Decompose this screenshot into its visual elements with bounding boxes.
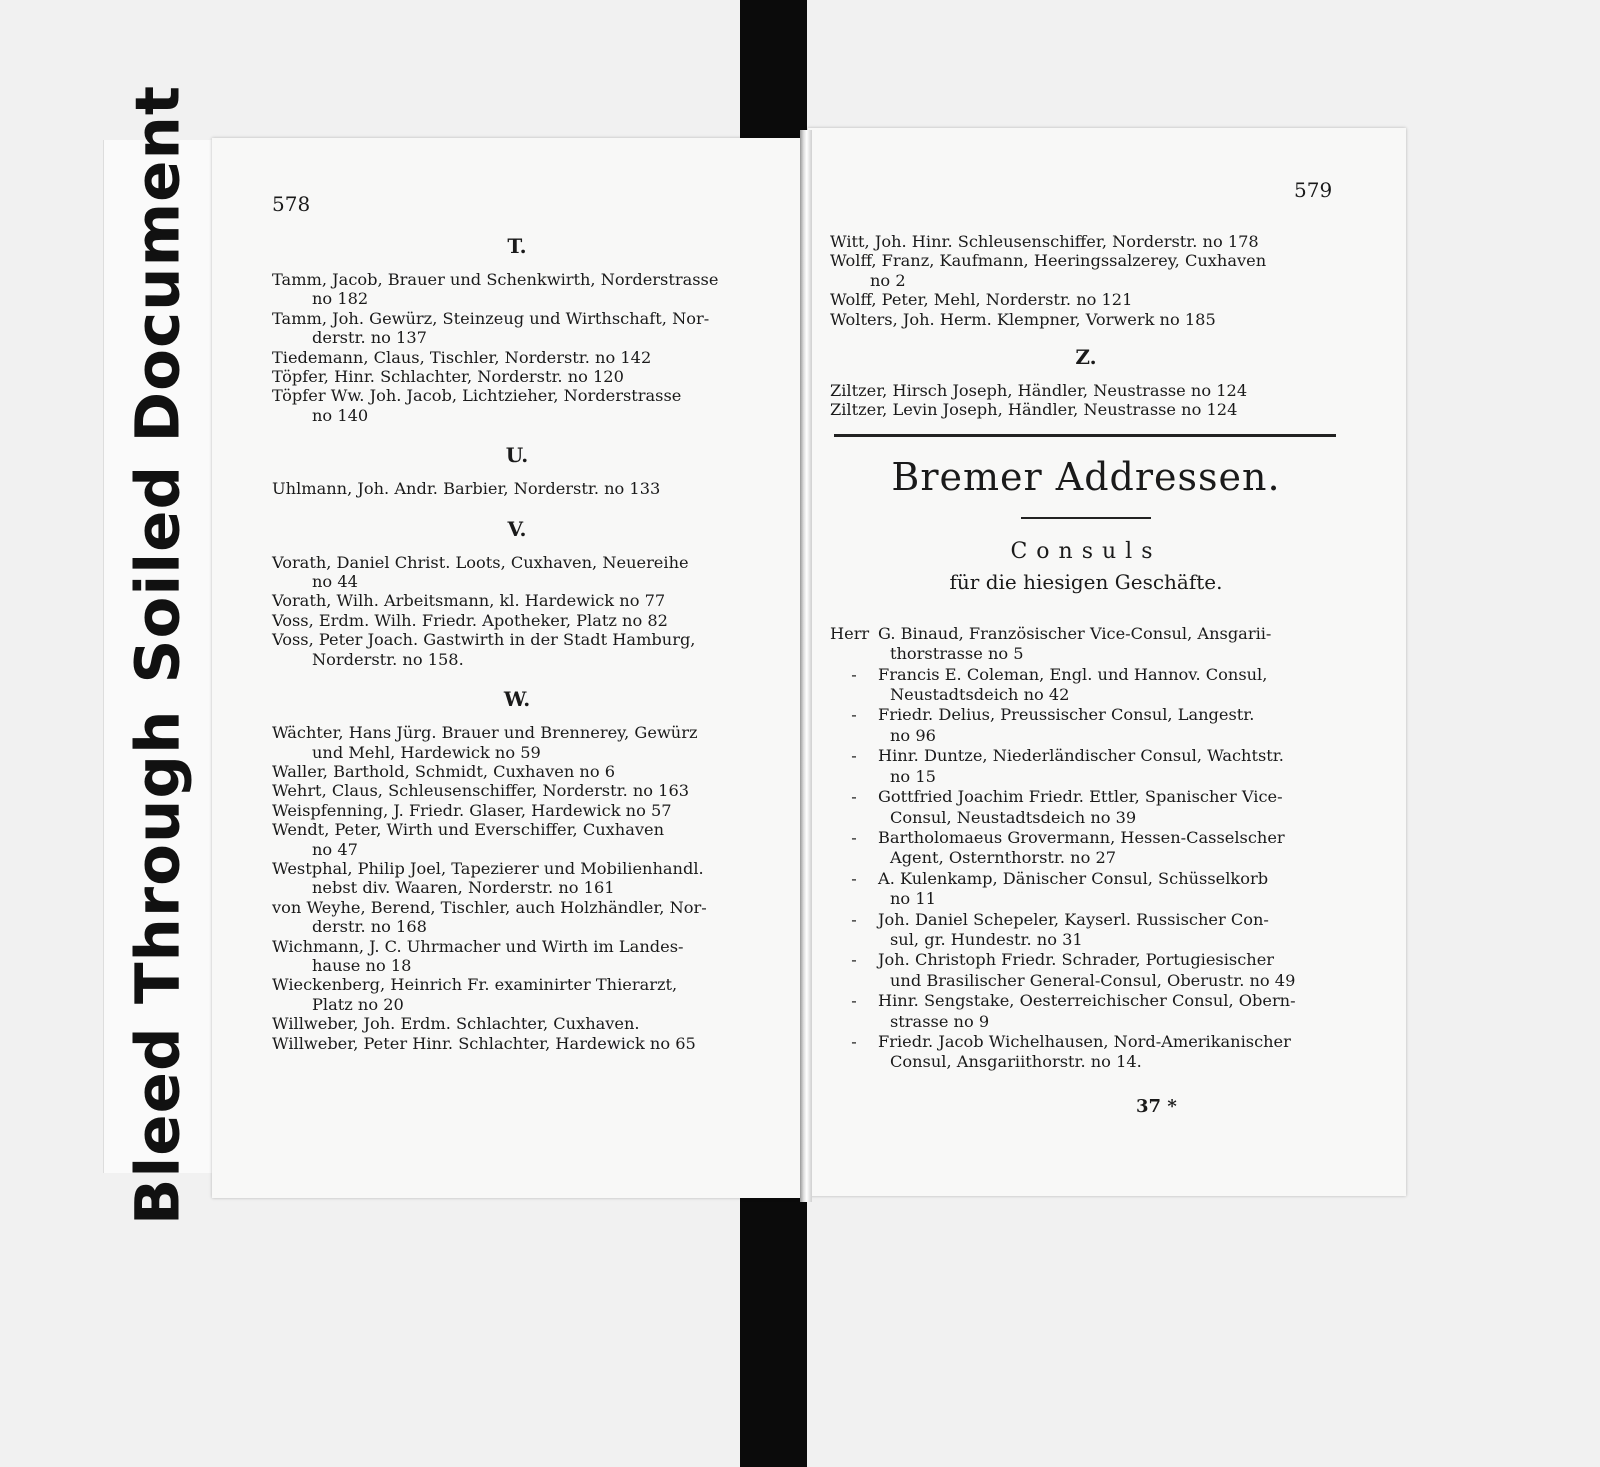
directory-entry [272,386,762,425]
directory-entry [272,781,762,800]
consul-line: Hinr. Duntze, Niederländischer Consul, Wachtstr. [878,746,1284,766]
directory-entry [272,367,762,386]
consuls-subtitle: für die hiesigen Geschäfte. [949,569,1223,594]
directory-entry [272,553,762,592]
consul-continuation: und Brasilischer General-Consul, Oberustr. no 49 [890,970,1296,990]
stamp-text-1: Bleed Through [122,709,194,1226]
stamp-text-2: Soiled Document [122,84,194,684]
left-page [212,138,804,1198]
consul-entry [830,991,1342,1032]
consul-line: A. Kulenkamp, Dänischer Consul, Schüsselkorb [878,868,1269,888]
directory-entry [272,630,762,669]
directory-entry [272,801,762,820]
consuls-heading: Consuls [1010,538,1162,564]
directory-entry [830,400,1342,419]
consul-entry [830,1032,1342,1073]
consul-entry [830,910,1342,951]
entry-line: Uhlmann, Joh. Andr. Barbier, Norderstr. no 133 [272,479,661,499]
directory-entry [272,762,762,781]
directory-entry [272,611,762,630]
consul-entry [830,705,1342,746]
consul-prefix: - [851,827,857,847]
consul-line: Hinr. Sengstake, Oesterreichischer Consul, Obern- [878,991,1296,1011]
entry-continuation: derstr. no 137 [312,328,427,348]
entry-line: Weispfenning, J. Friedr. Glaser, Hardewick no 57 [272,800,672,820]
consul-continuation: no 96 [890,725,936,745]
consul-continuation: thorstrasse no 5 [890,644,1024,664]
directory-entry [272,309,762,348]
bremer-addressen-title: Bremer Addressen. [891,454,1281,499]
consul-prefix: - [851,909,857,929]
entry-line: Tiedemann, Claus, Tischler, Norderstr. no 142 [272,347,652,367]
directory-entry [830,290,1342,309]
entry-line: Vorath, Daniel Christ. Loots, Cuxhaven, Neuereihe [272,552,689,572]
right-page-number: 579 [1294,178,1333,202]
directory-entry [272,348,762,367]
entry-line: Wehrt, Claus, Schleusenschiffer, Norderstr. no 163 [272,781,690,801]
directory-entry [272,975,762,1014]
section-letter: V. [507,516,527,541]
directory-entry [272,898,762,937]
entry-line: Vorath, Wilh. Arbeitsmann, kl. Hardewick no 77 [272,591,666,611]
entry-line: von Weyhe, Berend, Tischler, auch Holzhändler, Nor- [272,897,707,917]
consul-entry [830,869,1342,910]
consul-entry [830,950,1342,991]
directory-entry [272,723,762,762]
bottom-clip [740,1195,807,1467]
directory-entry [830,381,1342,400]
entry-line: Voss, Peter Joach. Gastwirth in der Stadt Hamburg, [272,630,696,650]
entry-line: Töpfer, Hinr. Schlachter, Norderstr. no 120 [272,367,624,387]
consul-entry [830,787,1342,828]
entry-line: Witt, Joh. Hinr. Schleusenschiffer, Norderstr. no 178 [830,232,1259,251]
consul-continuation: Agent, Osternthorstr. no 27 [890,848,1117,868]
consul-entry [830,665,1342,706]
consul-line: Joh. Christoph Friedr. Schrader, Portugiesischer [878,950,1275,970]
section-letter: W. [503,687,531,712]
entry-continuation: derstr. no 168 [312,917,427,937]
entry-line: Westphal, Philip Joel, Tapezierer und Mobilienhandl. [272,858,704,878]
entry-continuation: Platz no 20 [312,994,404,1014]
entry-continuation: no 2 [870,270,906,290]
entry-line: Wendt, Peter, Wirth und Everschiffer, Cuxhaven [272,820,665,840]
entry-line: Wolters, Joh. Herm. Klempner, Vorwerk no 185 [830,309,1216,329]
directory-entry [830,251,1342,290]
consul-continuation: no 11 [890,889,936,909]
consul-entry [830,828,1342,869]
book-gutter [800,130,812,1202]
section-letter-z: Z. [1075,345,1097,370]
entry-line: Wolff, Franz, Kaufmann, Heeringssalzerey, Cuxhaven [830,251,1267,271]
section-divider [834,434,1336,437]
consul-continuation: Consul, Neustadtsdeich no 39 [890,807,1137,827]
consul-line: Gottfried Joachim Friedr. Ettler, Spanischer Vice- [878,787,1283,807]
consul-prefix: - [851,705,857,725]
right-page [808,128,1406,1196]
entry-line: Waller, Barthold, Schmidt, Cuxhaven no 6 [272,761,616,781]
consul-line: Bartholomaeus Grovermann, Hessen-Casselscher [878,827,1285,847]
consul-prefix: - [851,868,857,888]
consul-prefix: - [851,787,857,807]
entry-line: Willweber, Peter Hinr. Schlachter, Hardewick no 65 [272,1033,696,1053]
consul-prefix: - [851,746,857,766]
directory-entry [272,479,762,498]
entry-continuation: no 47 [312,839,358,859]
consul-prefix: - [851,1031,857,1051]
consul-entry [830,624,1342,665]
consul-list [830,624,1342,1073]
title-underline [1021,517,1151,519]
entry-continuation: no 182 [312,289,369,309]
entry-continuation: Norderstr. no 158. [312,649,464,669]
entry-line: Tamm, Joh. Gewürz, Steinzeug und Wirthschaft, Nor- [272,308,710,328]
entry-continuation: hause no 18 [312,955,412,975]
directory-entry [830,232,1342,251]
directory-entry [272,591,762,610]
directory-entry [272,937,762,976]
entry-continuation: nebst div. Waaren, Norderstr. no 161 [312,878,615,898]
left-page-column [272,216,762,1053]
entry-continuation: und Mehl, Hardewick no 59 [312,742,541,762]
consul-line: Francis E. Coleman, Engl. und Hannov. Consul, [878,664,1268,684]
z-entries [830,381,1342,420]
consul-prefix: Herr [830,623,870,643]
consul-prefix: - [851,664,857,684]
right-page-column [830,232,1342,1073]
w-continuation-entries [830,232,1342,329]
entry-line: Wichmann, J. C. Uhrmacher und Wirth im Landes- [272,936,684,956]
consul-line: Joh. Daniel Schepeler, Kayserl. Russischer Con- [878,909,1269,929]
consul-line: Friedr. Delius, Preussischer Consul, Langestr. [878,705,1255,725]
consul-continuation: strasse no 9 [890,1011,990,1031]
entry-line: Ziltzer, Levin Joseph, Händler, Neustrasse no 124 [830,400,1238,420]
directory-entry [272,270,762,309]
entry-line: Wieckenberg, Heinrich Fr. examinirter Thierarzt, [272,975,678,995]
consul-entry [830,746,1342,787]
top-clip [740,0,807,138]
entry-continuation: no 140 [312,405,369,425]
entry-line: Ziltzer, Hirsch Joseph, Händler, Neustrasse no 124 [830,381,1248,401]
directory-entry [272,820,762,859]
consul-continuation: Consul, Ansgariithorstr. no 14. [890,1052,1142,1072]
consul-prefix: - [851,950,857,970]
signature-mark: 37 * [1136,1096,1177,1117]
entry-line: Voss, Erdm. Wilh. Friedr. Apotheker, Platz no 82 [272,610,668,630]
bleed-through-soiled-document-stamp [123,85,194,1225]
consul-continuation: sul, gr. Hundestr. no 31 [890,929,1083,949]
entry-line: Tamm, Jacob, Brauer und Schenkwirth, Norderstrasse [272,270,719,289]
section-letter: U. [505,443,529,468]
directory-entry [830,310,1342,329]
consul-line: G. Binaud, Französischer Vice-Consul, Ansgarii- [878,623,1272,643]
directory-entry [272,1034,762,1053]
entry-line: Willweber, Joh. Erdm. Schlachter, Cuxhaven. [272,1014,640,1034]
entry-line: Töpfer Ww. Joh. Jacob, Lichtzieher, Norderstrasse [272,386,682,406]
directory-entry [272,1014,762,1033]
left-page-number: 578 [272,192,311,216]
consul-line: Friedr. Jacob Wichelhausen, Nord-Amerikanischer [878,1031,1291,1051]
consul-prefix: - [851,991,857,1011]
directory-entry [272,859,762,898]
entry-line: Wolff, Peter, Mehl, Norderstr. no 121 [830,290,1133,310]
consul-continuation: Neustadtsdeich no 42 [890,685,1070,705]
entry-line: Wächter, Hans Jürg. Brauer und Brennerey, Gewürz [272,723,698,743]
section-letter: T. [507,234,527,258]
consul-continuation: no 15 [890,766,936,786]
entry-continuation: no 44 [312,572,358,592]
